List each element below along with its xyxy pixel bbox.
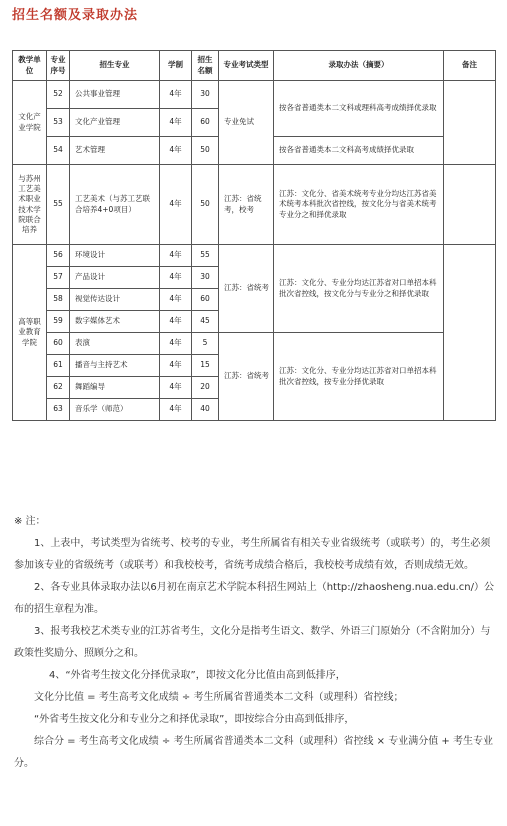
major-name: 视觉传达设计 [70,289,160,311]
major-years: 4年 [160,245,192,267]
note-3: 3、报考我校艺术类专业的江苏省考生，文化分是指考生语文、数学、外语三门原始分（不含附加分）与政策性奖励分、照顾分之和。 [14,626,491,659]
header-exam-type: 专业考试类型 [219,51,274,81]
major-name: 表演 [70,333,160,355]
note-5: “外省考生按文化分和专业分之和择优录取”，即按综合分由高到低排序， [34,714,355,725]
major-no: 63 [47,399,70,421]
remark-cell [444,81,496,165]
unit-cell: 与苏州工艺美术职业技术学院联合培养 [13,165,47,245]
admission-table [12,50,496,421]
major-quota: 40 [192,399,219,421]
major-quota: 15 [192,355,219,377]
major-no: 60 [47,333,70,355]
note-2: 2、各专业具体录取办法以6月初在南京艺术学院本科招生网站上（http://zhaosheng.nua.edu.cn/）公布的招生章程为准。 [14,582,494,615]
major-no: 54 [47,137,70,165]
major-quota: 30 [192,81,219,109]
exam-type-cell: 江苏：省统考，校考 [219,165,274,245]
table-row [13,245,496,267]
major-quota: 50 [192,165,219,245]
exam-type-cell: 江苏：省统考 [219,333,274,421]
major-no: 61 [47,355,70,377]
major-quota: 30 [192,267,219,289]
major-years: 4年 [160,333,192,355]
major-name: 文化产业管理 [70,109,160,137]
major-quota: 5 [192,333,219,355]
major-quota: 60 [192,289,219,311]
major-name: 艺术管理 [70,137,160,165]
major-years: 4年 [160,165,192,245]
major-years: 4年 [160,137,192,165]
table-header-row [13,51,496,81]
exam-type-cell: 江苏：省统考 [219,245,274,333]
notes-section [14,511,494,775]
note-5-formula: 综合分 = 考生高考文化成绩 ÷ 考生所属省普通类本二文科（或理科）省控线 × 专业满分值 + 考生专业分。 [14,736,493,769]
header-remark: 备注 [444,51,496,81]
remark-cell [444,245,496,421]
note-4-formula: 文化分比值 = 考生高考文化成绩 ÷ 考生所属省普通类本二文科（或理科）省控线； [34,692,404,703]
major-no: 55 [47,165,70,245]
major-name: 音乐学（师范） [70,399,160,421]
major-years: 4年 [160,109,192,137]
unit-cell: 文化产业学院 [13,81,47,165]
header-method: 录取办法（摘要） [274,51,444,81]
major-years: 4年 [160,377,192,399]
header-quota: 招生名额 [192,51,219,81]
major-quota: 45 [192,311,219,333]
major-quota: 20 [192,377,219,399]
major-quota: 50 [192,137,219,165]
unit-cell: 高等职业教育学院 [13,245,47,421]
major-quota: 55 [192,245,219,267]
major-no: 52 [47,81,70,109]
major-name: 公共事业管理 [70,81,160,109]
major-no: 59 [47,311,70,333]
method-cell: 江苏：文化分、专业分均达江苏省对口单招本科批次省控线，按文化分与专业分之和择优录取 [274,245,444,333]
note-1: 1、上表中，考试类型为省统考、校考的专业，考生所属省有相关专业省级统考（或联考）的，考生必须参加该专业的省级统考（或联考）和我校校考，省统考成绩合格后，我校校考成绩有效，否则成绩无效。 [14,538,491,571]
major-quota: 60 [192,109,219,137]
major-name: 数字媒体艺术 [70,311,160,333]
major-years: 4年 [160,289,192,311]
major-name: 播音与主持艺术 [70,355,160,377]
method-cell: 按各省普通类本二文科或理科高考成绩择优录取 [274,81,444,137]
major-no: 62 [47,377,70,399]
header-unit: 教学单位 [13,51,47,81]
major-years: 4年 [160,81,192,109]
major-name: 工艺美术（与苏工艺联合培养4+0项目） [70,165,160,245]
major-name: 环境设计 [70,245,160,267]
method-cell: 江苏：文化分、专业分均达江苏省对口单招本科批次省控线，按专业分择优录取 [274,333,444,421]
header-years: 学制 [160,51,192,81]
major-no: 57 [47,267,70,289]
table-row [13,333,496,355]
notes-heading: ※ 注： [14,516,46,527]
method-cell: 江苏：文化分、省美术统考专业分均达江苏省美术统考本科批次省控线，按文化分与省美术统考专业分之和择优录取 [274,165,444,245]
remark-cell [444,165,496,245]
major-years: 4年 [160,399,192,421]
major-years: 4年 [160,311,192,333]
major-no: 56 [47,245,70,267]
major-no: 58 [47,289,70,311]
method-cell: 按各省普通类本二文科高考成绩择优录取 [274,137,444,165]
major-years: 4年 [160,355,192,377]
table-row [13,165,496,245]
major-name: 产品设计 [70,267,160,289]
header-no: 专业序号 [47,51,70,81]
table-row [13,81,496,109]
major-name: 舞蹈编导 [70,377,160,399]
header-major: 招生专业 [70,51,160,81]
major-years: 4年 [160,267,192,289]
note-4: 4、“外省考生按文化分择优录取”，即按文化分比值由高到低排序， [49,670,346,681]
major-no: 53 [47,109,70,137]
page-title: 招生名额及录取办法 [12,8,139,23]
exam-type-cell: 专业免试 [219,81,274,165]
